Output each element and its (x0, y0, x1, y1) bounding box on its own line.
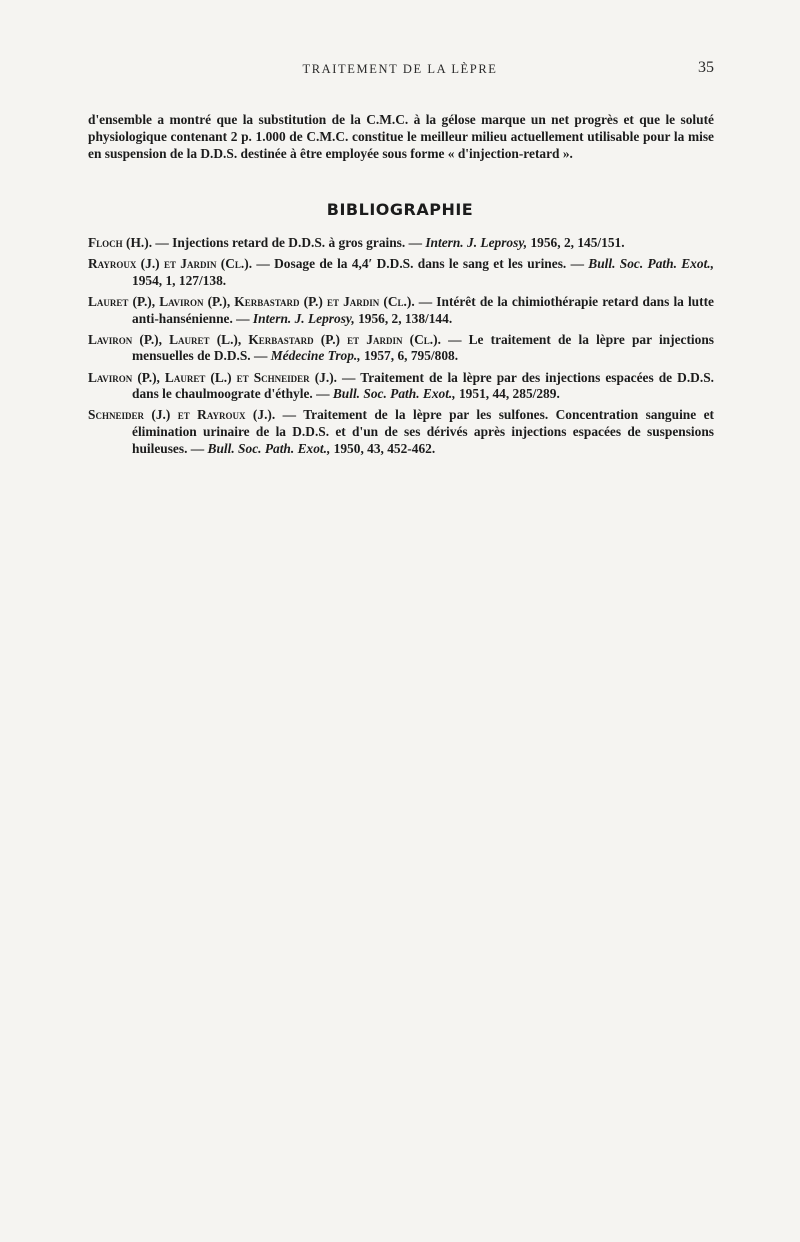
reference-authors: Rayroux (J.) et Jardin (Cl.). (88, 256, 253, 272)
reference-title: — Traitement de la lèpre par les sulfones. Concentration sanguine et élimination urinaire de la D.D.S. et d'un de ses dérivés après injections espacées de suspensions huileuses. — (132, 407, 714, 456)
reference-details: 1956, 2, 138/144. (354, 310, 453, 326)
reference-authors: Lauret (P.), Laviron (P.), Kerbastard (P.) et Jardin (Cl.). (88, 293, 415, 309)
reference-list (88, 235, 714, 462)
reference-journal: Bull. Soc. Path. Exot., (207, 440, 331, 456)
page-number: 35 (698, 59, 714, 76)
reference-details: 1954, 1, 127/138. (132, 272, 227, 288)
reference-details: 1950, 43, 452-462. (330, 440, 436, 456)
reference-authors: Laviron (P.), Lauret (L.) et Schneider (J.). (88, 369, 338, 385)
reference-title: — Intérêt de la chimiothérapie retard dans la lutte anti-hansénienne. — (132, 293, 714, 326)
bibliography-heading: BIBLIOGRAPHIE (326, 200, 474, 219)
reference-item (88, 370, 714, 403)
reference-item (88, 332, 714, 365)
reference-journal: Médecine Trop., (270, 348, 361, 364)
reference-item (88, 256, 714, 289)
running-title: TRAITEMENT DE LA LÈPRE (302, 62, 498, 76)
reference-details: 1957, 6, 795/808. (360, 348, 459, 364)
reference-title: — Injections retard de D.D.S. à gros grains. — (152, 235, 426, 250)
reference-title: — Le traitement de la lèpre par injections mensuelles de D.D.S. — (132, 331, 714, 364)
reference-title: — Dosage de la 4,4′ D.D.S. dans le sang et les urines. — (252, 256, 589, 272)
reference-journal: Bull. Soc. Path. Exot., (332, 386, 456, 402)
reference-authors: Schneider (J.) et Rayroux (J.). (88, 407, 276, 423)
reference-title: — Traitement de la lèpre par des injections espacées de D.D.S. dans le chaulmoograte d'éthyle. — (132, 369, 714, 402)
reference-journal: Intern. J. Leprosy, (252, 310, 355, 326)
reference-journal: Bull. Soc. Path. Exot., (588, 256, 714, 272)
reference-details: 1956, 2, 145/151. (527, 235, 625, 250)
reference-authors: Floch (H.). (88, 235, 153, 250)
reference-details: 1951, 44, 285/289. (455, 386, 560, 402)
reference-journal: Intern. J. Leprosy, (425, 235, 528, 250)
reference-authors: Laviron (P.), Lauret (L.), Kerbastard (P.) et Jardin (Cl.). (88, 331, 441, 347)
intro-paragraph: d'ensemble a montré que la substitution de la C.M.C. à la gélose marque un net progrès et que le soluté physiologique contenant 2 p. 1.000 de C.M.C. constitue le meilleur milieu actuellement utilisable pour la mise en suspension de la D.D.S. destinée à être employée sous forme « d'injection-retard ». (88, 112, 714, 161)
reference-item (88, 235, 714, 252)
reference-item (88, 407, 714, 457)
reference-item (88, 294, 714, 327)
